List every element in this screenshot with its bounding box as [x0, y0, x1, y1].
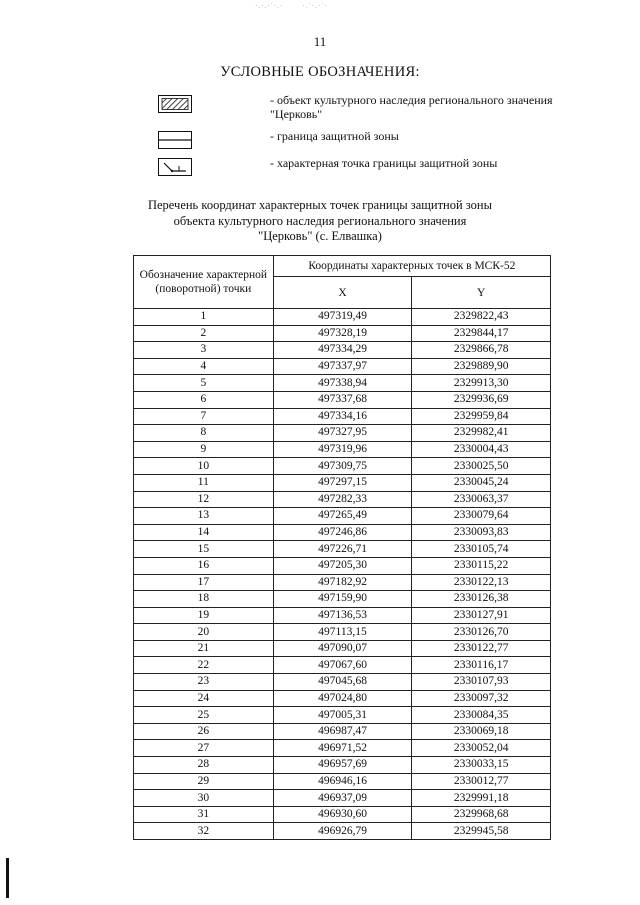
cell-point-number: 15: [134, 541, 274, 558]
table-row: [134, 458, 551, 475]
table-row: [134, 325, 551, 342]
table-row: [134, 657, 551, 674]
cell-x: 497159,90: [273, 591, 412, 608]
cell-point-number: 12: [134, 491, 274, 508]
cell-x: 497265,49: [273, 508, 412, 525]
cell-x: 496926,79: [273, 823, 412, 840]
cell-x: 497182,92: [273, 574, 412, 591]
cell-x: 497045,68: [273, 674, 412, 691]
cell-x: 497309,75: [273, 458, 412, 475]
cell-x: 497005,31: [273, 707, 412, 724]
cell-x: 497334,16: [273, 408, 412, 425]
cell-x: 497297,15: [273, 474, 412, 491]
cell-x: 497282,33: [273, 491, 412, 508]
page-number: 11: [313, 34, 327, 49]
legend-text-zone-boundary: - граница защитной зоны: [270, 129, 399, 143]
coordinates-list-title: [0, 198, 640, 245]
table-row: [134, 441, 551, 458]
cell-x: 497024,80: [273, 690, 412, 707]
cell-y: 2329822,43: [412, 309, 551, 326]
cell-y: 2330107,93: [412, 674, 551, 691]
cell-point-number: 4: [134, 358, 274, 375]
legend-item-zone-boundary: [158, 129, 578, 156]
cell-point-number: 28: [134, 757, 274, 774]
cell-point-number: 3: [134, 342, 274, 359]
cell-y: 2329968,68: [412, 806, 551, 823]
table-row: [134, 557, 551, 574]
cell-y: 2330127,91: [412, 607, 551, 624]
cell-x: 497319,96: [273, 441, 412, 458]
cell-x: 496946,16: [273, 773, 412, 790]
cell-point-number: 25: [134, 707, 274, 724]
table-row: [134, 607, 551, 624]
table-row: [134, 740, 551, 757]
cell-y: 2329959,84: [412, 408, 551, 425]
cell-point-number: 14: [134, 524, 274, 541]
cell-y: 2330025,50: [412, 458, 551, 475]
cell-point-number: 7: [134, 408, 274, 425]
legend-title: УСЛОВНЫЕ ОБОЗНАЧЕНИЯ:: [220, 64, 420, 80]
table-row: [134, 690, 551, 707]
table-row: [134, 425, 551, 442]
legend: [158, 93, 578, 183]
cell-point-number: 18: [134, 591, 274, 608]
cell-point-number: 22: [134, 657, 274, 674]
cell-x: 496937,09: [273, 790, 412, 807]
cell-x: 497113,15: [273, 624, 412, 641]
cell-y: 2330097,32: [412, 690, 551, 707]
cell-point-number: 24: [134, 690, 274, 707]
cell-x: 497319,49: [273, 309, 412, 326]
cell-y: 2329913,30: [412, 375, 551, 392]
table-row: [134, 674, 551, 691]
cell-y: 2329866,78: [412, 342, 551, 359]
cell-x: 496930,60: [273, 806, 412, 823]
cell-x: 497226,71: [273, 541, 412, 558]
cell-y: 2330093,83: [412, 524, 551, 541]
cell-point-number: 26: [134, 723, 274, 740]
cell-y: 2329844,17: [412, 325, 551, 342]
table-row: [134, 574, 551, 591]
cell-y: 2330052,04: [412, 740, 551, 757]
legend-text-heritage-object: - объект культурного наследия регионального значения "Церковь": [270, 93, 553, 121]
cell-x: 496971,52: [273, 740, 412, 757]
cell-point-number: 27: [134, 740, 274, 757]
scan-artifact-top: ·.·.·˙·.· ·.˙·.·˙·: [255, 2, 328, 10]
table-row: [134, 491, 551, 508]
cell-x: 496987,47: [273, 723, 412, 740]
table-row: [134, 541, 551, 558]
table-row: [134, 723, 551, 740]
cell-y: 2330004,43: [412, 441, 551, 458]
cell-point-number: 11: [134, 474, 274, 491]
cell-x: 497136,53: [273, 607, 412, 624]
table-row: [134, 375, 551, 392]
hatched-area-icon: [158, 95, 192, 113]
cell-y: 2329945,58: [412, 823, 551, 840]
coordinates-table: [133, 255, 551, 840]
header-y: Y: [412, 277, 551, 309]
cell-y: 2330126,70: [412, 624, 551, 641]
cell-point-number: 23: [134, 674, 274, 691]
cell-point-number: 20: [134, 624, 274, 641]
cell-point-number: 17: [134, 574, 274, 591]
boundary-line-icon: [158, 131, 192, 149]
table-row: [134, 391, 551, 408]
cell-x: 497327,95: [273, 425, 412, 442]
cell-y: 2330122,13: [412, 574, 551, 591]
cell-y: 2330045,24: [412, 474, 551, 491]
header-coordinates: Координаты характерных точек в МСК-52: [273, 256, 550, 277]
cell-point-number: 2: [134, 325, 274, 342]
cell-y: 2329889,90: [412, 358, 551, 375]
cell-x: 497334,29: [273, 342, 412, 359]
cell-point-number: 9: [134, 441, 274, 458]
header-x: X: [273, 277, 412, 309]
cell-x: 497246,86: [273, 524, 412, 541]
table-row: [134, 757, 551, 774]
list-title-line-2: объекта культурного наследия регионального значения: [173, 213, 467, 228]
cell-x: 497328,19: [273, 325, 412, 342]
cell-x: 497337,97: [273, 358, 412, 375]
cell-point-number: 16: [134, 557, 274, 574]
table-row: [134, 358, 551, 375]
cell-y: 2330126,38: [412, 591, 551, 608]
legend-item-heritage-object: [158, 93, 578, 129]
legend-item-boundary-point: [158, 156, 578, 183]
cell-y: 2330105,74: [412, 541, 551, 558]
table-row: [134, 408, 551, 425]
cell-y: 2330033,15: [412, 757, 551, 774]
cell-y: 2330115,22: [412, 557, 551, 574]
table-row: [134, 342, 551, 359]
cell-point-number: 31: [134, 806, 274, 823]
table-row: [134, 508, 551, 525]
table-row: [134, 806, 551, 823]
cell-y: 2330122,77: [412, 640, 551, 657]
cell-y: 2329991,18: [412, 790, 551, 807]
table-row: [134, 624, 551, 641]
table-row: [134, 823, 551, 840]
cell-point-number: 30: [134, 790, 274, 807]
table-row: [134, 309, 551, 326]
cell-y: 2329982,41: [412, 425, 551, 442]
cell-point-number: 8: [134, 425, 274, 442]
cell-x: 497067,60: [273, 657, 412, 674]
boundary-point-icon: [158, 158, 192, 176]
cell-point-number: 19: [134, 607, 274, 624]
cell-point-number: 6: [134, 391, 274, 408]
list-title-line-1: Перечень координат характерных точек границы защитной зоны: [147, 198, 493, 212]
table-row: [134, 640, 551, 657]
cell-x: 497337,68: [273, 391, 412, 408]
cell-point-number: 32: [134, 823, 274, 840]
cell-y: 2330084,35: [412, 707, 551, 724]
table-row: [134, 524, 551, 541]
cell-y: 2330116,17: [412, 657, 551, 674]
cell-y: 2330079,64: [412, 508, 551, 525]
cell-point-number: 13: [134, 508, 274, 525]
cell-y: 2329936,69: [412, 391, 551, 408]
cell-point-number: 5: [134, 375, 274, 392]
cell-point-number: 21: [134, 640, 274, 657]
table-row: [134, 707, 551, 724]
cell-y: 2330069,18: [412, 723, 551, 740]
cell-point-number: 29: [134, 773, 274, 790]
cell-point-number: 1: [134, 309, 274, 326]
header-point-designation: Обозначение характерной (поворотной) точки: [134, 256, 274, 309]
cell-x: 497205,30: [273, 557, 412, 574]
cell-x: 497090,07: [273, 640, 412, 657]
cell-point-number: 10: [134, 458, 274, 475]
table-row: [134, 591, 551, 608]
list-title-line-3: "Церковь" (с. Елвашка): [258, 229, 382, 243]
cell-x: 497338,94: [273, 375, 412, 392]
cell-y: 2330012,77: [412, 773, 551, 790]
scan-edge-mark: [6, 858, 9, 898]
table-row: [134, 474, 551, 491]
cell-x: 496957,69: [273, 757, 412, 774]
table-row: [134, 773, 551, 790]
cell-y: 2330063,37: [412, 491, 551, 508]
legend-text-boundary-point: - характерная точка границы защитной зоны: [270, 156, 498, 170]
coordinates-table-body: [134, 309, 551, 840]
table-row: [134, 790, 551, 807]
